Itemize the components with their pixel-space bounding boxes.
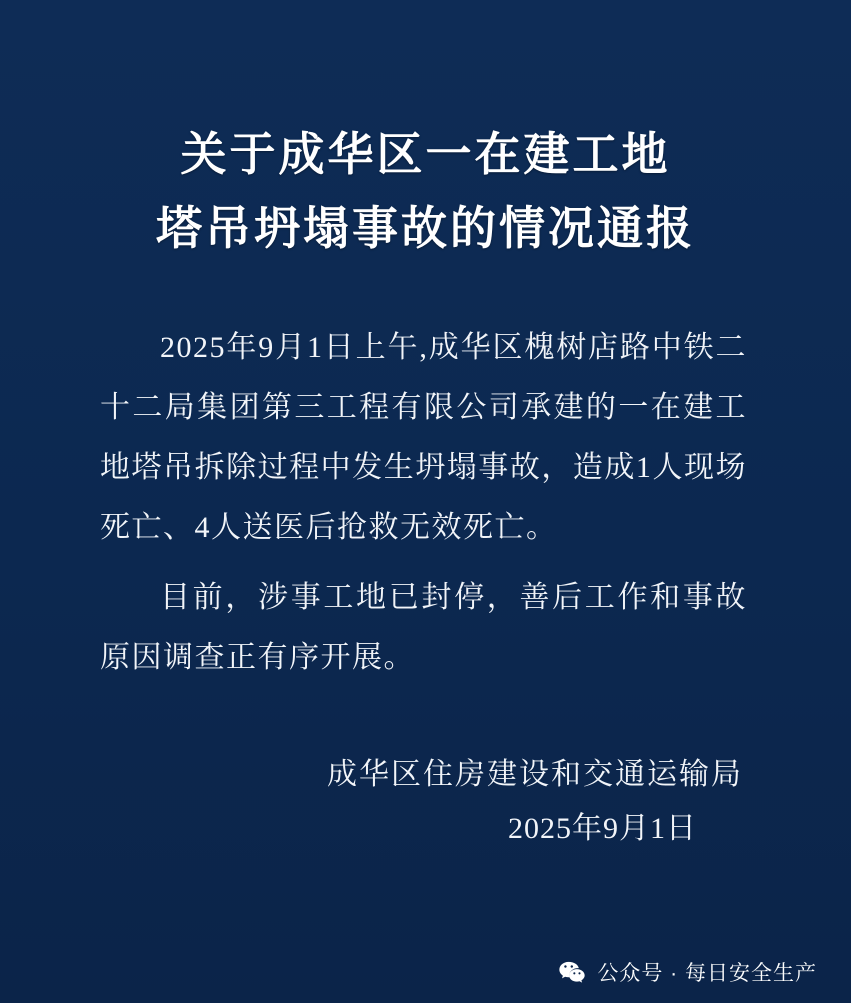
title-line-2: 塔吊坍塌事故的情况通报: [156, 203, 695, 254]
paragraph-1: 2025年9月1日上午,成华区槐树店路中铁二十二局集团第三工程有限公司承建的一在建工地塔吊拆除过程中发生坍塌事故，造成1人现场死亡、4人送医后抢救无效死亡。: [100, 331, 747, 544]
paragraph-2: 目前，涉事工地已封停，善后工作和事故原因调查正有序开展。: [100, 581, 747, 674]
notice-body: [0, 318, 851, 688]
signature-organization: 成华区住房建设和交通运输局: [327, 758, 743, 791]
footer-attribution: [557, 957, 817, 987]
signature-block: [0, 748, 851, 856]
wechat-icon: [557, 957, 587, 987]
signature-date: 2025年9月1日: [508, 812, 697, 845]
page-title: [0, 0, 851, 266]
footer-text: 公众号 · 每日安全生产: [597, 962, 817, 985]
title-line-1: 关于成华区一在建工地: [180, 129, 671, 180]
